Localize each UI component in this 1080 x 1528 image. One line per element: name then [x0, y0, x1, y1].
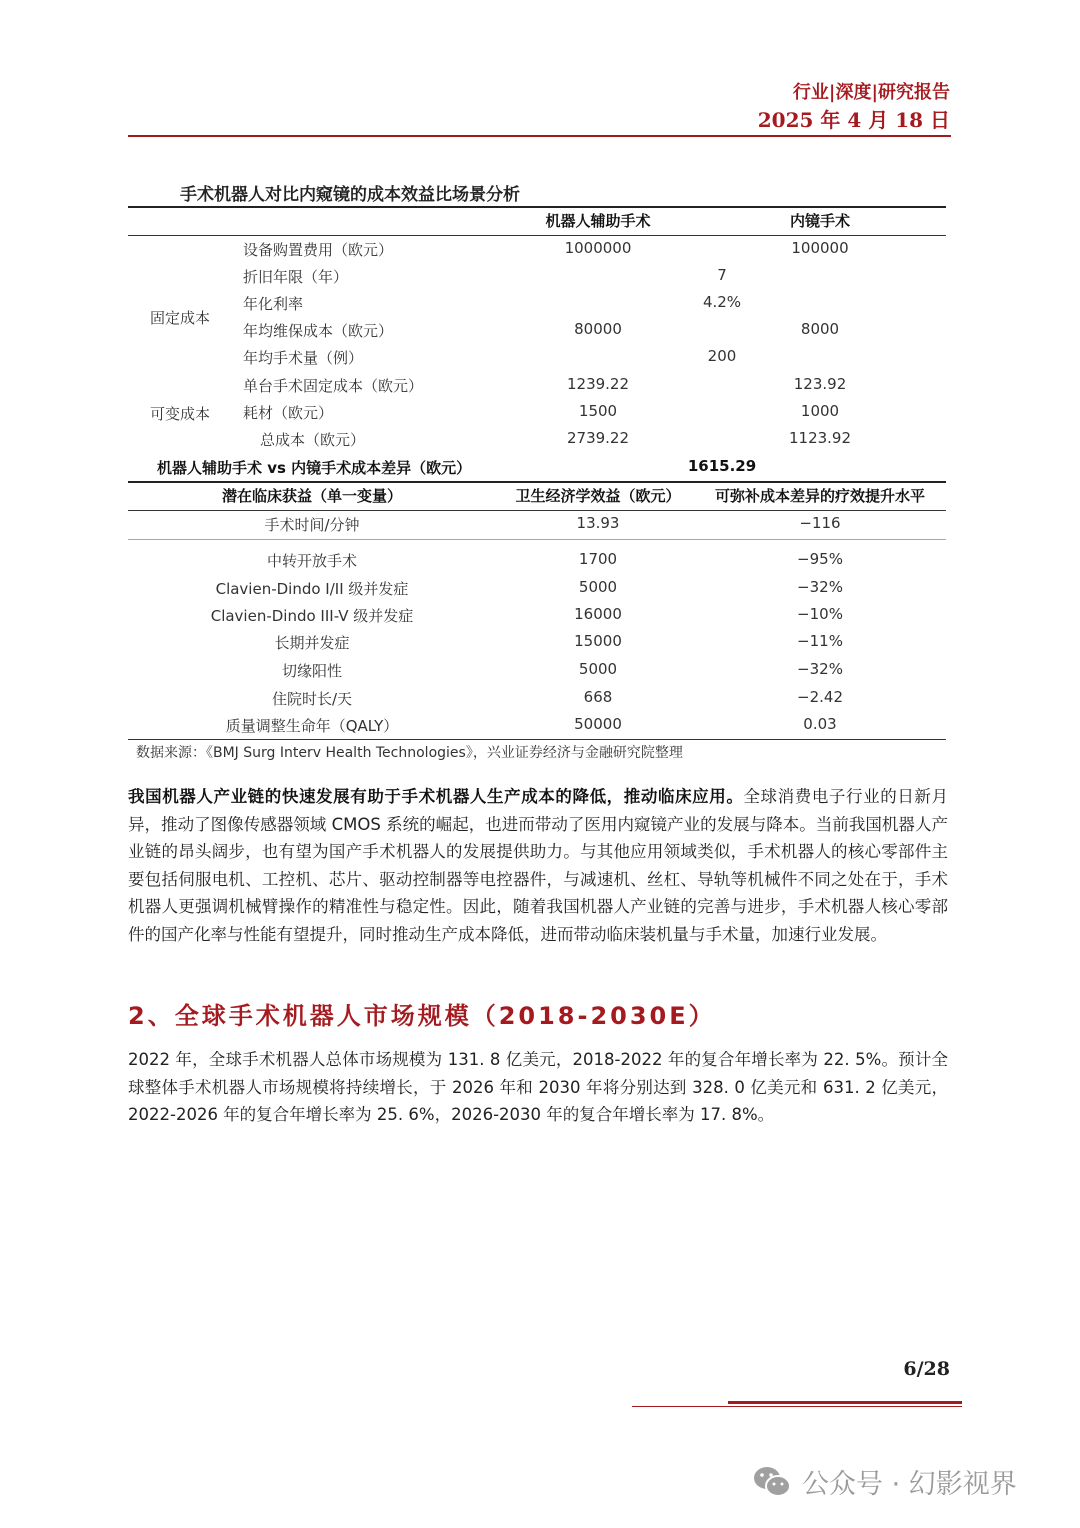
cell-robot: 80000	[574, 320, 622, 338]
table-header-rule	[128, 235, 946, 236]
col-header-robot: 机器人辅助手术	[545, 212, 651, 230]
benefit-col-header: 潜在临床获益（单一变量）	[221, 487, 403, 505]
cell-robot: 1239.22	[566, 375, 630, 393]
benefit-header-rule	[128, 510, 946, 511]
cell-endoscope: 123.92	[793, 375, 847, 393]
row-label: 年均手术量（例）	[243, 349, 364, 367]
benefit-cell-econ: 50000	[574, 715, 622, 733]
group-variable-cost: 可变成本	[150, 405, 211, 423]
benefit-top-rule	[128, 481, 946, 483]
header-divider	[128, 135, 951, 137]
cell-endoscope: 1000	[800, 402, 840, 420]
report-tags: 行业|深度|研究报告	[792, 82, 950, 103]
benefit-cell-level: −95%	[797, 550, 843, 568]
cell-robot: 1500	[578, 402, 618, 420]
benefit-cell-level: −11%	[797, 632, 843, 650]
benefit-row-label: Clavien-Dindo I/II 级并发症	[215, 580, 409, 598]
row-label: 单台手术固定成本（欧元）	[243, 377, 424, 395]
cell-endoscope: 8000	[800, 320, 840, 338]
benefit-cell-level: −10%	[797, 605, 843, 623]
watermark-text: 公众号 · 幻影视界	[802, 1469, 1017, 1500]
benefit-cell-econ: 16000	[574, 605, 622, 623]
benefit-col-header: 卫生经济学效益（欧元）	[515, 487, 681, 505]
cell-endoscope: 1123.92	[788, 429, 852, 447]
table-title: 手术机器人对比内窥镜的成本效益比场景分析	[180, 185, 520, 205]
page-number: 6/28	[903, 1358, 950, 1380]
benefit-row-label: Clavien-Dindo III-V 级并发症	[210, 607, 414, 625]
row-label: 设备购置费用（欧元）	[243, 241, 394, 259]
wechat-icon	[752, 1465, 792, 1499]
cell-shared: 4.2%	[702, 293, 742, 311]
cost-difference-label: 机器人辅助手术 vs 内镜手术成本差异（欧元）	[157, 459, 472, 477]
benefit-col-header: 可弥补成本差异的疗效提升水平	[714, 487, 926, 505]
benefit-cell-econ: 13.93	[576, 514, 620, 532]
group-fixed-cost: 固定成本	[150, 309, 211, 327]
benefit-row-label: 手术时间/分钟	[264, 516, 360, 534]
row-label: 折旧年限（年）	[243, 268, 349, 286]
benefit-cell-level: −116	[799, 514, 841, 532]
cell-robot: 1000000	[564, 239, 632, 257]
table-bottom-rule	[128, 739, 946, 740]
cell-shared: 7	[717, 266, 727, 284]
paragraph-body: 全球消费电子行业的日新月异，推动了图像传感器领域 CMOS 系统的崛起，也进而带动了医用内窥镜产业的发展与降本。当前我国机器人产业链的昂头阔步，也有望为国产手术机器人的发展提供助力。与其他应用领域类似，手术机器人的核心零部件主要包括伺服电机、工控机、芯片、驱动控制器等电控器件，与减速机、丝杠、导轨等机械件不同之处在于，手术机器人更强调机械臂操作的精准性与稳定性。因此，随着我国机器人产业链的完善与进步，手术机器人核心零部件的国产化率与性能有望提升，同时推动生产成本降低，进而带动临床装机量与手术量，加速行业发展。	[128, 787, 949, 944]
table-source-note: 数据来源：《BMJ Surg Interv Health Technologies》，兴业证券经济与金融研究院整理	[136, 745, 683, 761]
benefit-row-label: 长期并发症	[274, 634, 350, 652]
cell-shared: 200	[707, 347, 737, 365]
watermark	[752, 1462, 1017, 1501]
paragraph-lead: 我国机器人产业链的快速发展有助于手术机器人生产成本的降低，推动临床应用。	[128, 787, 744, 806]
benefit-cell-level: −32%	[797, 578, 843, 596]
benefit-cell-econ: 15000	[574, 632, 622, 650]
table-top-rule	[128, 206, 946, 208]
benefit-row-label: 质量调整生命年（QALY）	[225, 717, 399, 735]
benefit-row-label: 切缘阳性	[281, 662, 343, 680]
col-header-endoscope: 内镜手术	[789, 212, 851, 230]
footer-rule	[632, 1406, 962, 1407]
benefit-cell-econ: 5000	[578, 660, 618, 678]
benefit-row-label: 中转开放手术	[266, 552, 358, 570]
benefit-cell-level: −32%	[797, 660, 843, 678]
benefit-cell-level: 0.03	[803, 715, 837, 733]
row-label: 年化利率	[243, 295, 304, 313]
row-label: 耗材（欧元）	[243, 404, 334, 422]
report-date: 2025 年 4 月 18 日	[757, 108, 950, 132]
benefit-divider	[128, 539, 946, 540]
footer-rule-accent	[728, 1401, 962, 1404]
benefit-cell-econ: 668	[583, 688, 613, 706]
benefit-cell-econ: 5000	[578, 578, 618, 596]
section-heading: 2、全球手术机器人市场规模（2018-2030E）	[128, 1002, 716, 1030]
benefit-row-label: 住院时长/天	[271, 690, 353, 708]
row-label: 年均维保成本（欧元）	[243, 322, 394, 340]
row-label: 总成本（欧元）	[260, 431, 366, 449]
benefit-cell-econ: 1700	[578, 550, 618, 568]
cell-robot: 2739.22	[566, 429, 630, 447]
benefit-cell-level: −2.42	[797, 688, 843, 706]
paragraph-industry-chain	[128, 783, 948, 948]
paragraph-market-size: 2022 年，全球手术机器人总体市场规模为 131. 8 亿美元，2018-2022 年的复合年增长率为 22. 5%。预计全球整体手术机器人市场规模将持续增长，于 2026 年和 2030 年将分别达到 328. 0 亿美元和 631. 2 亿美元，2022-2026 年的复合年增长率为 25. 6%，2026-2030 年的复合年增长率为 17. 8%。	[128, 1050, 948, 1124]
cell-endoscope: 100000	[791, 239, 849, 257]
cost-difference-value: 1615.29	[687, 457, 757, 475]
